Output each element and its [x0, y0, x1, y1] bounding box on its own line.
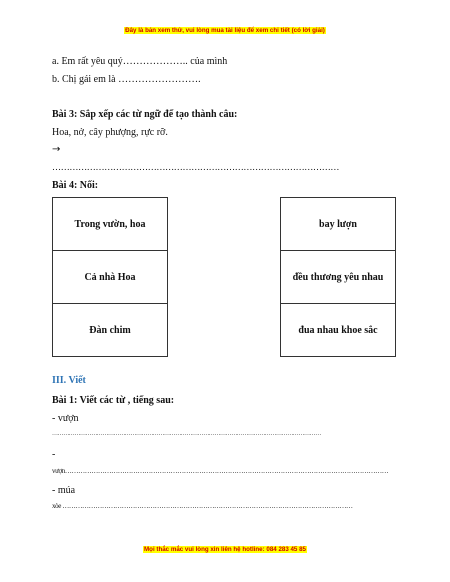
word-vuon: - vượn — [52, 413, 79, 424]
bai4-title: Bài 4: Nối: — [52, 180, 99, 191]
arrow-icon: → — [52, 144, 61, 155]
exercise-a: a. Em rất yêu quý……………….. của mình — [52, 56, 228, 67]
match-right-1[interactable]: bay lượn — [280, 197, 396, 251]
match-left-1[interactable]: Trong vườn, hoa — [52, 197, 168, 251]
match-right-3[interactable]: đua nhau khoe sắc — [280, 304, 396, 357]
bai3-title: Bài 3: Sắp xếp các từ ngữ để tạo thành câu: — [52, 109, 238, 120]
section-heading: III. Viết — [52, 375, 86, 386]
word-mua: - múa — [52, 485, 76, 496]
hotline-banner: Mọi thắc mắc vui lòng xin liên hệ hotline: 084 283 45 85 — [144, 546, 306, 553]
bai3-answer-line: ……………………………………………………………………………………… — [52, 162, 340, 172]
viet-title: Bài 1: Viết các từ , tiếng sau: — [52, 395, 175, 406]
bai3-words: Hoa, nở, cây phượng, rực rỡ. — [52, 127, 168, 138]
match-left-3[interactable]: Đàn chim — [52, 304, 168, 357]
match-right-2[interactable]: đều thương yêu nhau — [280, 251, 396, 304]
exercise-b: b. Chị gái em là ……………………. — [52, 74, 201, 85]
dotted-line-1: ……………………………………………………………………………………………………………………………… — [52, 431, 321, 437]
dotted-line-vuon: vượn………………………………………………………………………………………………………………………………… — [52, 467, 389, 475]
dotted-line-xoe: xòe …………………………………………………………………………………………………………………… — [52, 502, 353, 510]
match-left-2[interactable]: Cả nhà Hoa — [52, 251, 168, 304]
preview-banner: Đây là bản xem thử, vui lòng mua tài liệu để xem chi tiết (có lời giải) — [125, 27, 325, 34]
dash-mark: - — [52, 449, 56, 460]
